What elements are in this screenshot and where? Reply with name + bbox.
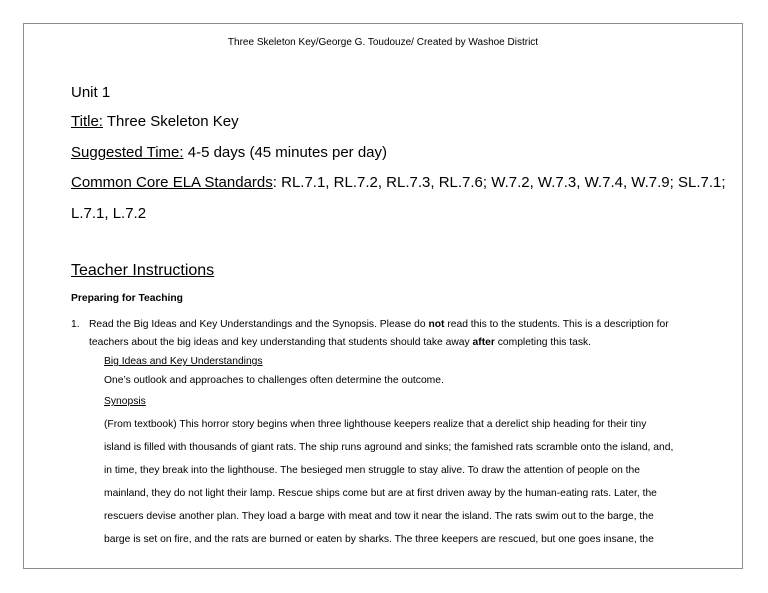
synopsis-line: island is filled with thousands of giant rats. The ship runs aground and sinks; the famished rats scramble onto the island, and, <box>104 442 674 453</box>
synopsis-line: barge is set on fire, and the rats are burned or eaten by sharks. The three keepers are rescued, but one goes insane, the <box>104 534 654 545</box>
item-1-line-1 <box>89 319 669 330</box>
item-1-number: 1. <box>71 319 80 330</box>
synopsis-line: (From textbook) This horror story begins when three lighthouse keepers realize that a derelict ship heading for their tiny <box>104 419 647 430</box>
suggested-time-line <box>71 144 387 161</box>
preparing-heading <box>71 293 183 304</box>
suggested-time-label: Suggested Time: <box>71 144 184 161</box>
unit-label: Unit 1 <box>71 84 111 101</box>
item-1-text-d: completing this task. <box>494 337 592 348</box>
preparing-heading-text: Preparing for Teaching <box>71 293 183 304</box>
synopsis-heading: Synopsis <box>104 396 146 407</box>
document-page <box>23 23 743 569</box>
title-line <box>71 113 239 130</box>
synopsis-line: mainland, they do not light their lamp. Rescue ships come but are at first driven away by the human-eating rats. Later, the <box>104 488 657 499</box>
title-value: Three Skeleton Key <box>102 113 239 130</box>
item-1-text-b: read this to the students. This is a description for <box>444 319 669 330</box>
item-1-bold-after: after <box>472 337 495 348</box>
running-header: Three Skeleton Key/George G. Toudouze/ Created by Washoe District <box>227 37 539 48</box>
standards-label: Common Core ELA Standards <box>71 174 273 191</box>
item-1-line-2 <box>89 337 591 348</box>
standards-line <box>71 174 726 191</box>
item-1-text-c: teachers about the big ideas and key understanding that students should take away <box>89 337 473 348</box>
synopsis-line: rescuers devise another plan. They load a barge with meat and tow it near the island. The rats swim out to the barge, the <box>104 511 654 522</box>
standards-value: : RL.7.1, RL.7.2, RL.7.3, RL.7.6; W.7.2, W.7.3, W.7.4, W.7.9; SL.7.1; <box>272 174 726 191</box>
big-ideas-text: One’s outlook and approaches to challenges often determine the outcome. <box>104 375 444 386</box>
standards-continuation: L.7.1, L.7.2 <box>71 205 147 222</box>
item-1-text-a: Read the Big Ideas and Key Understandings and the Synopsis. Please do <box>89 319 429 330</box>
big-ideas-heading: Big Ideas and Key Understandings <box>104 356 263 367</box>
synopsis-line: in time, they break into the lighthouse. The besieged men struggle to stay alive. To draw the attention of people on the <box>104 465 640 476</box>
teacher-instructions-heading: Teacher Instructions <box>71 262 215 279</box>
item-1-bold-not: not <box>428 319 445 330</box>
suggested-time-value: 4-5 days (45 minutes per day) <box>183 144 388 161</box>
title-label: Title: <box>71 113 103 130</box>
